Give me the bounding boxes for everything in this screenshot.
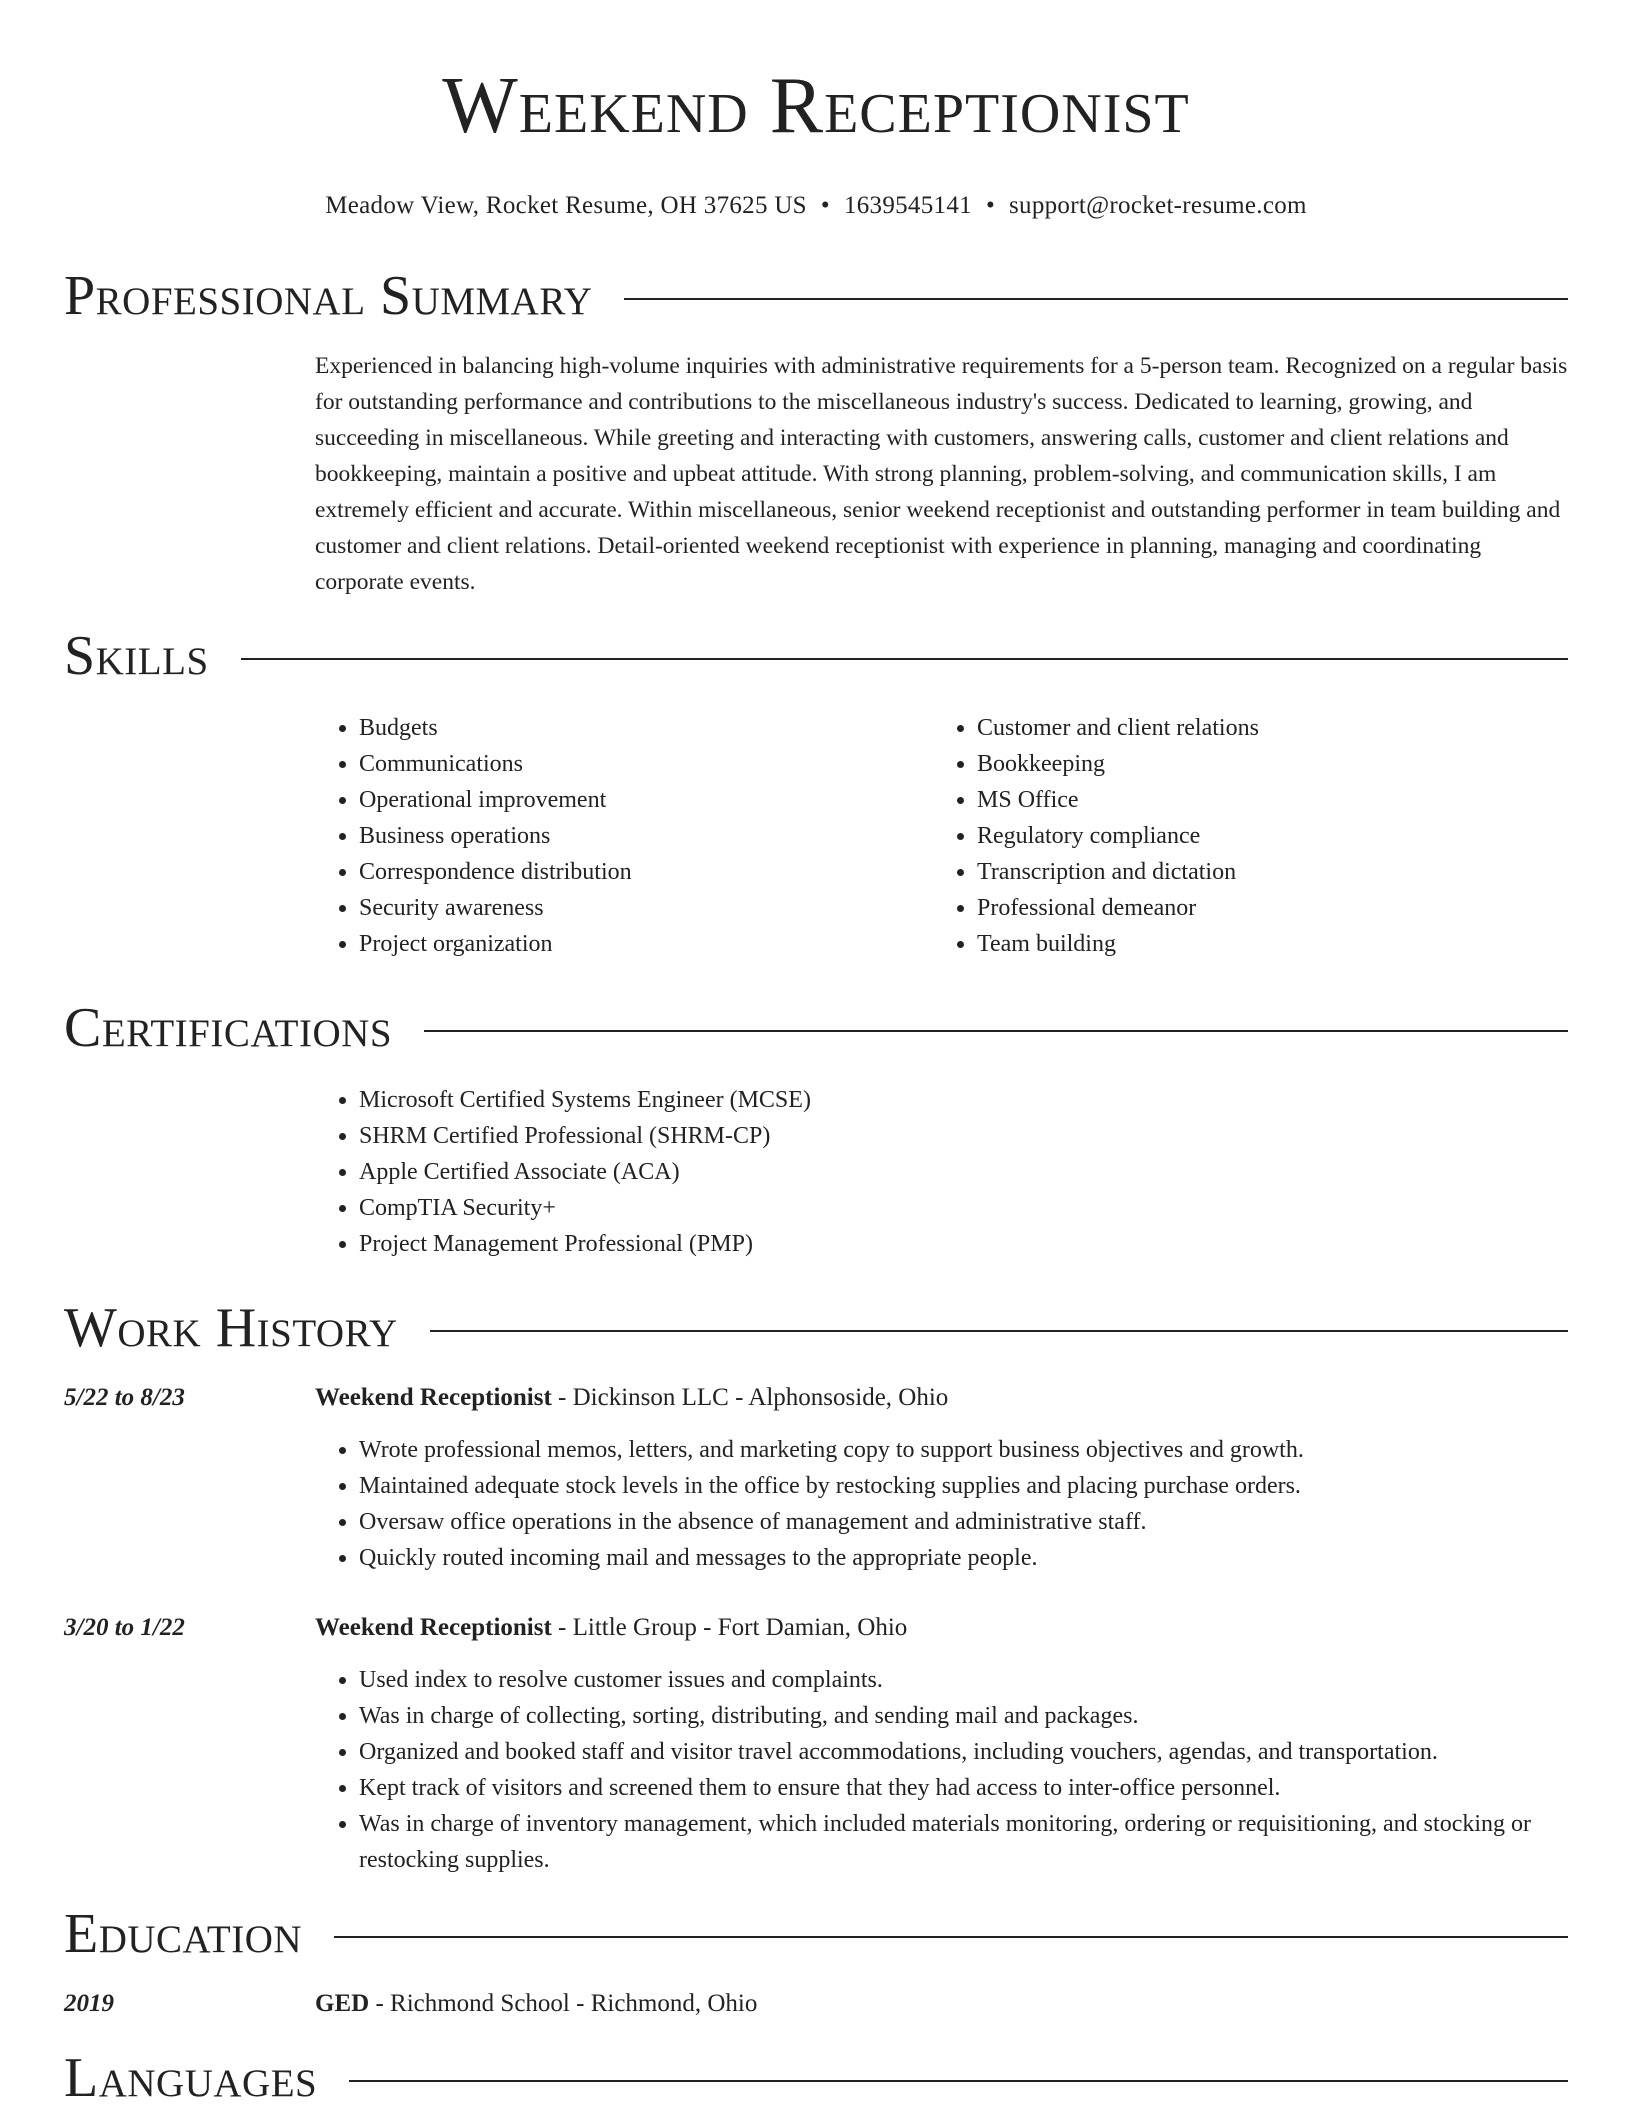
contact-address: Meadow View, Rocket Resume, OH 37625 US	[325, 192, 807, 219]
job-dates: 5/22 to 8/23	[64, 1384, 185, 1411]
job-heading	[315, 1380, 948, 1416]
certification-item: • CompTIA Security+	[359, 1190, 1568, 1226]
section-divider	[624, 298, 1568, 300]
education-degree: GED	[315, 1990, 370, 2017]
skill-item: • Project organization	[359, 926, 933, 962]
job-employer: - Dickinson LLC - Alphonsoside, Ohio	[551, 1384, 949, 1411]
section-divider	[349, 2080, 1568, 2082]
skill-item: • Transcription and dictation	[977, 854, 1551, 890]
education-heading	[315, 1986, 757, 2022]
summary-text: Experienced in balancing high-volume inquiries with administrative requirements for a 5-person team. Recognized on a regular basis for outstanding performance and contributions to the miscellaneous industry's success. Dedicated to learning, growing, and succeeding in miscellaneous. While greeting and interacting with customers, answering calls, customer and client relations and bookkeeping, maintain a positive and upbeat attitude. With strong planning, problem-solving, and communication skills, I am extremely efficient and accurate. Within miscellaneous, senior weekend receptionist and outstanding performer in team building and customer and client relations. Detail-oriented weekend receptionist with experience in planning, managing and coordinating corporate events.	[315, 353, 1568, 595]
section-divider	[334, 1936, 1568, 1938]
education-year: 2019	[64, 1990, 114, 2017]
section-divider	[424, 1030, 1568, 1032]
skills-list	[315, 710, 1568, 962]
certifications-list	[315, 1082, 1568, 1262]
job-heading	[315, 1610, 907, 1646]
certification-item: • Apple Certified Associate (ACA)	[359, 1154, 1568, 1190]
skill-item: • Budgets	[359, 710, 933, 746]
job-duty-item: • Oversaw office operations in the absence of management and administrative staff.	[359, 1504, 1568, 1540]
education-section-header	[64, 1903, 1568, 1965]
education-school: - Richmond School - Richmond, Ohio	[369, 1990, 758, 2017]
certification-item: • SHRM Certified Professional (SHRM-CP)	[359, 1118, 1568, 1154]
work-section-header	[64, 1297, 1568, 1359]
certifications-section-header	[64, 997, 1568, 1059]
job-duties	[315, 1432, 1568, 1576]
skill-item: • Security awareness	[359, 890, 933, 926]
certification-item: • Project Management Professional (PMP)	[359, 1226, 1568, 1262]
skill-item: • MS Office	[977, 782, 1551, 818]
contact-line	[64, 192, 1568, 220]
job-duty-item: • Was in charge of collecting, sorting, distributing, and sending mail and packages.	[359, 1698, 1568, 1734]
skills-column-right	[933, 710, 1551, 962]
skill-item: • Professional demeanor	[977, 890, 1551, 926]
job-title: Weekend Receptionist	[315, 1614, 552, 1641]
skill-item: • Bookkeeping	[977, 746, 1551, 782]
job-duties	[315, 1662, 1568, 1878]
skill-item: • Regulatory compliance	[977, 818, 1551, 854]
job-entry	[64, 1610, 1568, 1878]
education-entry	[64, 1986, 1568, 2022]
contact-phone: 1639545141	[843, 192, 972, 219]
job-duty-item: • Used index to resolve customer issues and complaints.	[359, 1662, 1568, 1698]
section-divider	[430, 1330, 1568, 1332]
skill-item: • Team building	[977, 926, 1551, 962]
job-dates: 3/20 to 1/22	[64, 1614, 185, 1641]
job-duty-item: • Wrote professional memos, letters, and marketing copy to support business objectives and growth.	[359, 1432, 1568, 1468]
contact-email: support@rocket-resume.com	[1009, 192, 1307, 219]
job-title: Weekend Receptionist	[315, 1384, 552, 1411]
job-entry	[64, 1380, 1568, 1576]
contact-separator: •	[820, 192, 830, 219]
work-section-title: Work History	[64, 1297, 398, 1359]
resume-name: Weekend Receptionist	[442, 62, 1190, 150]
certification-item: • Microsoft Certified Systems Engineer (MCSE)	[359, 1082, 1568, 1118]
languages-section-title: Languages	[64, 2047, 318, 2109]
languages-section-header	[64, 2047, 1568, 2109]
section-divider	[241, 658, 1568, 660]
skill-item: • Operational improvement	[359, 782, 933, 818]
job-header	[64, 1380, 1568, 1416]
certifications-section-title: Certifications	[64, 997, 393, 1059]
skills-section-header	[64, 625, 1568, 687]
job-duty-item: • Maintained adequate stock levels in the office by restocking supplies and placing purchase orders.	[359, 1468, 1568, 1504]
job-employer: - Little Group - Fort Damian, Ohio	[551, 1614, 908, 1641]
summary-section-title: Professional Summary	[64, 265, 593, 327]
skills-section-title: Skills	[64, 625, 209, 687]
education-section-title: Education	[64, 1903, 303, 1965]
skill-item: • Correspondence distribution	[359, 854, 933, 890]
job-header	[64, 1610, 1568, 1646]
skill-item: • Customer and client relations	[977, 710, 1551, 746]
skill-item: • Business operations	[359, 818, 933, 854]
skill-item: • Communications	[359, 746, 933, 782]
job-duty-item: • Was in charge of inventory management, which included materials monitoring, ordering or requisitioning, and stocking or restocking supplies.	[359, 1806, 1568, 1878]
job-duty-item: • Organized and booked staff and visitor travel accommodations, including vouchers, agendas, and transportation.	[359, 1734, 1568, 1770]
contact-separator: •	[985, 192, 995, 219]
job-duty-item: • Quickly routed incoming mail and messages to the appropriate people.	[359, 1540, 1568, 1576]
summary-section-header	[64, 265, 1568, 327]
skills-column-left	[315, 710, 933, 962]
job-duty-item: • Kept track of visitors and screened them to ensure that they had access to inter-office personnel.	[359, 1770, 1568, 1806]
